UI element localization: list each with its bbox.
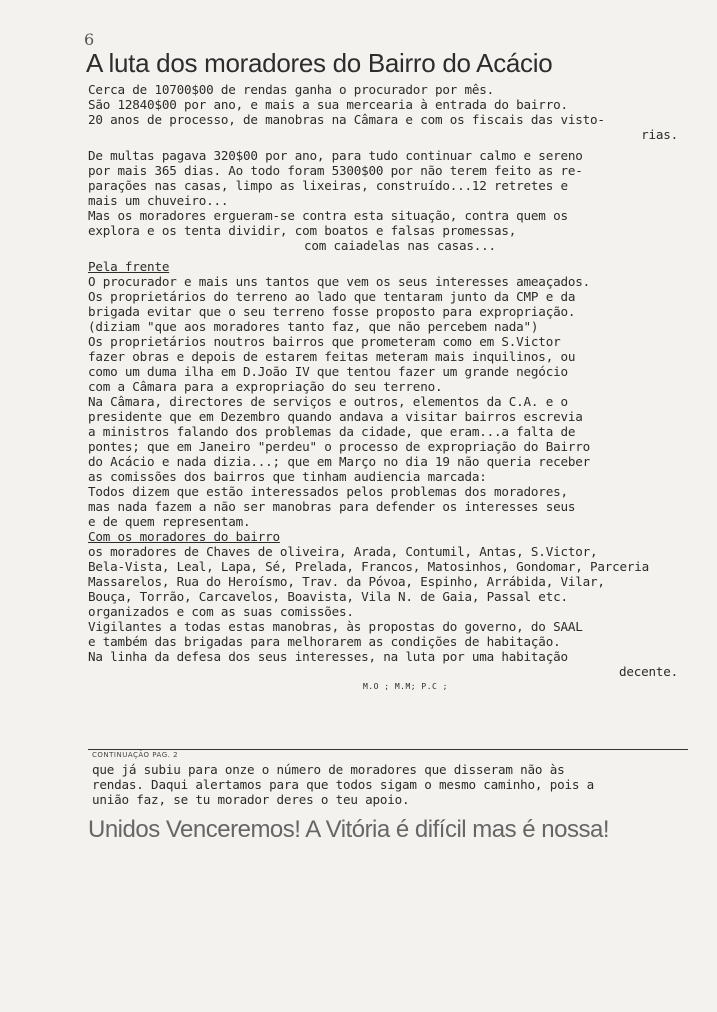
continuation-line: união faz, se tu morador deres o teu apoio. — [92, 792, 410, 807]
intro-line: parações nas casas, limpo as lixeiras, construído...12 retretes e — [88, 178, 568, 193]
section2-line: Bela-Vista, Leal, Lapa, Sé, Prelada, Francos, Matosinhos, Gondomar, Parceria — [88, 559, 650, 574]
section1-line: brigada evitar que o seu terreno fosse proposto para expropriação. — [88, 304, 576, 319]
section1-line: as comissões dos bairros que tinham audiencia marcada: — [88, 469, 487, 484]
section2-line: e também das brigadas para melhorarem as condições de habitação. — [88, 634, 561, 649]
page-number: 6 — [84, 30, 95, 49]
continuation-line: que já subiu para onze o número de moradores que disseram não às — [92, 762, 565, 777]
intro-line: mais um chuveiro... — [88, 193, 229, 208]
section1-line: Todos dizem que estão interessados pelos problemas dos moradores, — [88, 484, 568, 499]
section2-line: decente. — [618, 664, 678, 679]
section1-line: a ministros falando dos problemas da cidade, que eram...a falta de — [88, 424, 576, 439]
section1-line: pontes; que em Janeiro "perdeu" o processo de expropriação do Bairro — [88, 439, 590, 454]
section1-line: Os proprietários noutros bairros que prometeram como em S.Victor — [88, 334, 561, 349]
article-body — [88, 82, 688, 692]
section2-line: organizados e com as suas comissões. — [88, 604, 354, 619]
continuation-tag: CONTINUAÇÃO PAG. 2 — [92, 751, 179, 759]
section2-line: Vigilantes a todas estas manobras, às propostas do governo, do SAAL — [88, 619, 583, 634]
section2-line: Bouça, Torrão, Carcavelos, Boavista, Vila N. de Gaia, Passal etc. — [88, 589, 568, 604]
section2-line: Na linha da defesa dos seus interesses, na luta por uma habitação — [88, 649, 568, 664]
author-initials: M.O ; M.M; P.C ; — [362, 682, 448, 691]
section2-line: Massarelos, Rua do Heroísmo, Trav. da Póvoa, Espinho, Arrábida, Vilar, — [88, 574, 605, 589]
section1-line: mas nada fazem a não ser manobras para defender os interesses seus — [88, 499, 576, 514]
article-title: A luta dos moradores do Bairro do Acácio — [86, 48, 553, 78]
section1-line: (diziam "que aos moradores tanto faz, que não percebem nada") — [88, 319, 539, 334]
intro-line: por mais 365 dias. Ao todo foram 5300$00 por não terem feito as re- — [88, 163, 583, 178]
section1-line: O procurador e mais uns tantos que vem os seus interesses ameaçados. — [88, 274, 590, 289]
section-heading-pela-frente: Pela frente — [88, 259, 170, 274]
continuation-line: rendas. Daqui alertamos para que todos sigam o mesmo caminho, pois a — [92, 777, 594, 792]
intro-line: com caiadelas nas casas... — [304, 238, 496, 253]
section1-line: do Acácio e nada dizia...; que em Março no dia 19 não queria receber — [88, 454, 590, 469]
section1-line: fazer obras e depois de estarem feitas meteram mais inquilinos, ou — [88, 349, 576, 364]
intro-line: Mas os moradores ergueram-se contra esta situação, contra quem os — [88, 208, 568, 223]
section1-line: Na Câmara, directores de serviços e outros, elementos da C.A. e o — [88, 394, 568, 409]
closing-slogan: Unidos Venceremos! A Vitória é difícil mas é nossa! — [88, 816, 610, 843]
intro-line: 20 anos de processo, de manobras na Câmara e com os fiscais das visto- — [88, 112, 605, 127]
section1-line: e de quem representam. — [88, 514, 251, 529]
section1-line: presidente que em Dezembro quando andava a visitar bairros escrevia — [88, 409, 583, 424]
section1-line: como um duma ilha em D.João IV que tentou fazer um grande negócio — [88, 364, 568, 379]
section-heading-com-os-moradores: Com os moradores do bairro — [88, 529, 280, 544]
intro-line: São 12840$00 por ano, e mais a sua mercearia à entrada do bairro. — [88, 97, 568, 112]
intro-line: Cerca de 10700$00 de rendas ganha o procurador por mês. — [88, 82, 495, 97]
intro-line: De multas pagava 320$00 por ano, para tudo continuar calmo e sereno — [88, 148, 583, 163]
continuation-text — [92, 761, 692, 806]
intro-line: explora e os tenta dividir, com boatos e falsas promessas, — [88, 223, 517, 238]
section1-line: com a Câmara para a expropriação do seu terreno. — [88, 379, 443, 394]
section1-line: Os proprietários do terreno ao lado que tentaram junto da CMP e da — [88, 289, 576, 304]
intro-line: rias. — [641, 127, 678, 142]
section2-line: os moradores de Chaves de oliveira, Arada, Contumil, Antas, S.Victor, — [88, 544, 598, 559]
divider-line — [88, 749, 688, 750]
